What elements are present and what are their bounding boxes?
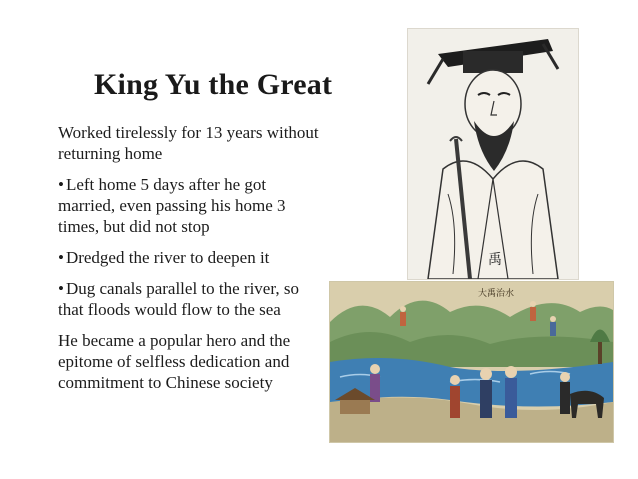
portrait-caption: 禹: [488, 252, 502, 268]
portrait-image: [407, 28, 579, 280]
bullet-left-home: • Left home 5 days after he got married, even passing his home 3 times, but did not stop: [58, 174, 320, 237]
bullet-dug-canals: • Dug canals parallel to the river, so that floods would flow to the sea: [58, 278, 320, 320]
paragraph-hero: He became a popular hero and the epitome of selfless dedication and commitment to Chinese society: [58, 331, 291, 392]
paragraph-1: Worked tirelessly for 13 years without returning home: [58, 123, 319, 163]
body-text: [58, 122, 320, 403]
slide-title: King Yu the Great: [94, 68, 333, 101]
scene-image: [329, 281, 614, 443]
bullet-dredged-river: • Dredged the river to deepen it: [58, 247, 320, 268]
flood-control-painting-icon: [330, 282, 613, 442]
scene-caption: 大禹治水: [478, 289, 515, 299]
portrait-illustration-icon: [408, 29, 578, 279]
